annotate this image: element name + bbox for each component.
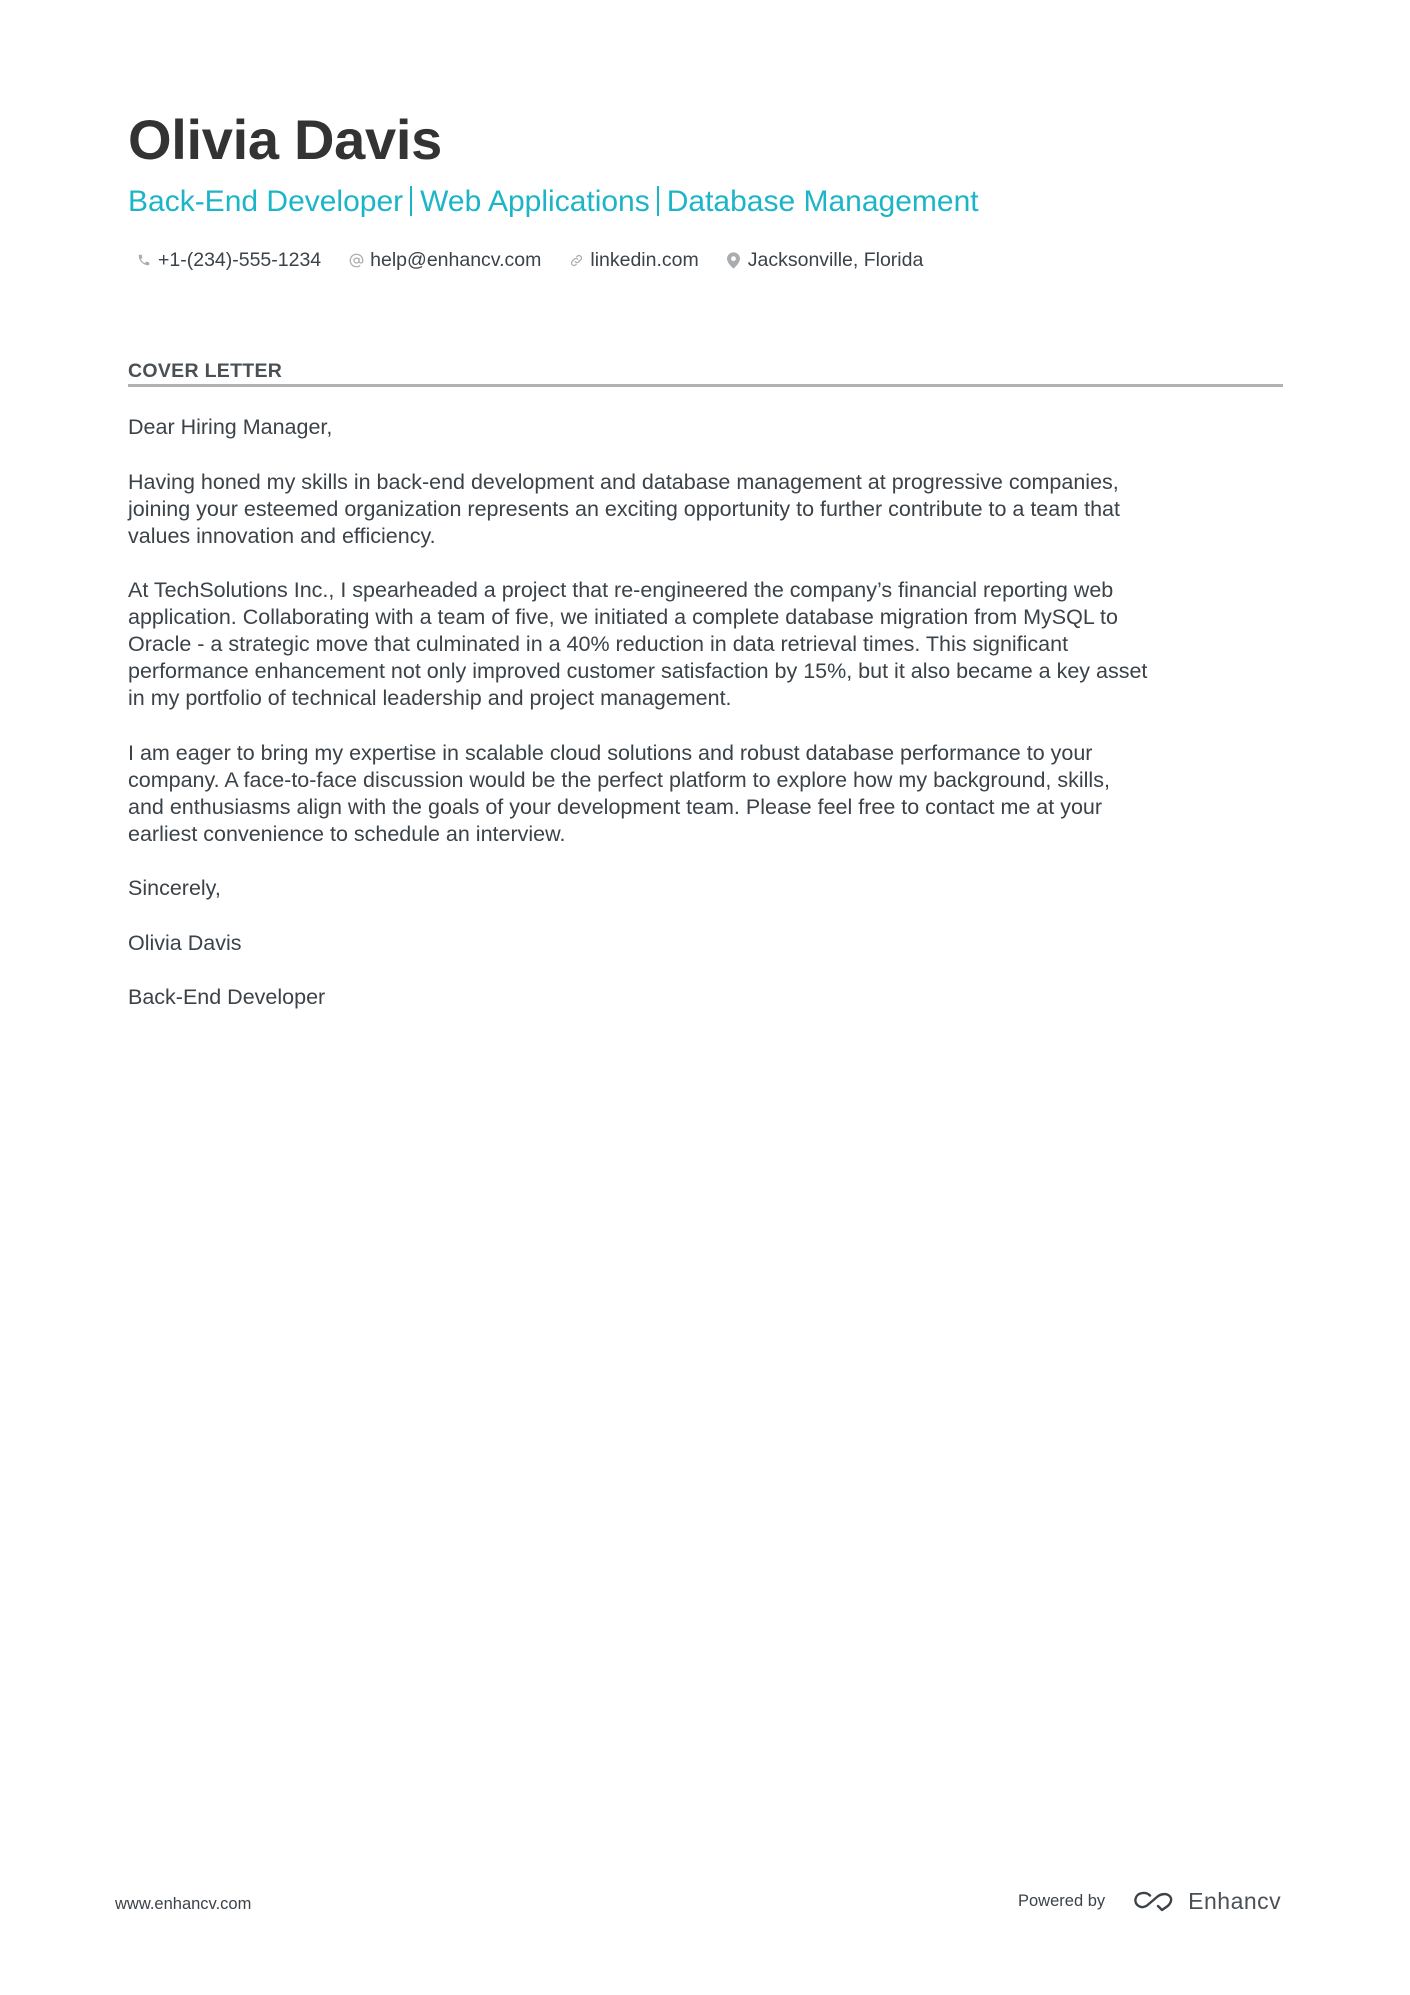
contact-location	[726, 249, 924, 272]
paragraph-line: and enthusiasms align with the goals of your development team. Please feel free to contact me at your	[128, 794, 1103, 819]
contact-phone[interactable]	[136, 249, 321, 272]
phone-icon	[136, 251, 152, 269]
location-pin-icon	[726, 251, 742, 269]
headline-separator	[657, 186, 659, 216]
powered-by-label: Powered by	[1018, 1891, 1106, 1910]
section-divider	[128, 384, 1283, 387]
paragraph-line: Oracle - a strategic move that culminated in a 40% reduction in data retrieval times. This significant	[128, 632, 1069, 656]
paragraph-line: performance enhancement not only improved customer satisfaction by 15%, but it also became a key asset	[128, 659, 1148, 683]
signature-name: Olivia Davis	[128, 930, 242, 955]
footer-website-link[interactable]: www.enhancv.com	[115, 1895, 252, 1913]
section-heading: COVER LETTER	[128, 360, 283, 382]
paragraph-line: I am eager to bring my expertise in scalable cloud solutions and robust database performance to your	[128, 740, 1093, 765]
contact-location-text: Jacksonville, Florida	[747, 248, 924, 271]
paragraph-line: application. Collaborating with a team of five, we initiated a complete database migration from MySQL to	[128, 605, 1118, 629]
paragraph-line: joining your esteemed organization represents an exciting opportunity to further contribute to a team that	[128, 496, 1120, 521]
paragraph-line: earliest convenience to schedule an interview.	[128, 821, 566, 846]
headline-part: Web Applications	[420, 185, 650, 218]
headline-separator	[410, 186, 412, 216]
brand-name: Enhancv	[1188, 1887, 1282, 1914]
headline-part: Database Management	[666, 185, 979, 218]
contact-linkedin-text: linkedin.com	[590, 248, 699, 271]
letter-greeting: Dear Hiring Manager,	[128, 415, 333, 439]
contact-linkedin[interactable]	[568, 249, 698, 272]
footer-powered-by[interactable]	[1018, 1886, 1281, 1916]
contact-email-text: help@enhancv.com	[370, 248, 542, 271]
contact-row	[136, 248, 950, 272]
paragraph-line: At TechSolutions Inc., I spearheaded a project that re-engineered the company’s financial reporting web	[128, 578, 1114, 602]
letter-closing: Sincerely,	[128, 876, 221, 900]
paragraph-line: values innovation and efficiency.	[128, 523, 436, 548]
contact-email[interactable]	[348, 249, 541, 272]
paragraph-line: company. A face-to-face discussion would be the perfect platform to explore how my background, skills,	[128, 767, 1110, 792]
letter-body	[128, 414, 1288, 1039]
signature-title: Back-End Developer	[128, 985, 326, 1009]
applicant-name: Olivia Davis	[128, 108, 442, 171]
paragraph-line: Having honed my skills in back-end development and database management at progressive companies,	[128, 469, 1119, 494]
letter-paragraph	[128, 469, 1288, 550]
applicant-headline	[128, 184, 979, 220]
contact-phone-text: +1-(234)-555-1234	[158, 248, 322, 271]
letter-paragraph	[128, 577, 1288, 712]
headline-part: Back-End Developer	[128, 185, 404, 218]
enhancv-logo-icon	[1132, 1889, 1178, 1913]
paragraph-line: in my portfolio of technical leadership and project management.	[128, 686, 732, 710]
link-icon	[568, 251, 584, 269]
letter-paragraph	[128, 740, 1288, 848]
at-sign-icon	[348, 251, 364, 269]
